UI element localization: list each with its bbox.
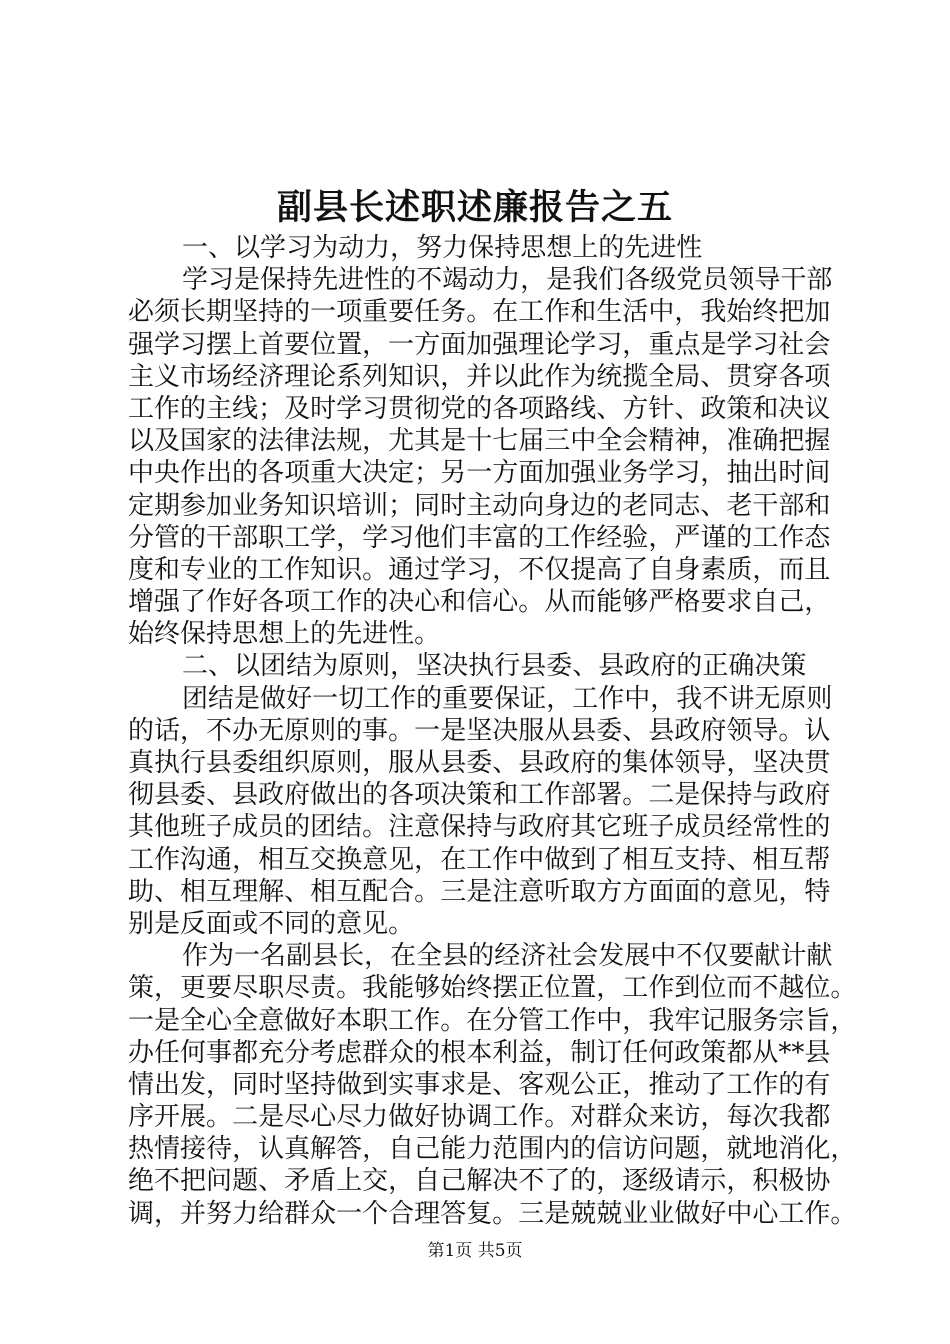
text-line: 中 央 作 出 的 各 项 重 大 决 定 ； 另 一 方 面 加 强 业 务 学 习 ， 抽 出 时 间 xyxy=(128,458,831,489)
text-line: 其 他 班 子 成 员 的 团 结 。 注 意 保 持 与 政 府 其 它 班 子 成 员 经 常 性 的 xyxy=(128,812,831,843)
text-line: 序 开 展 。 二 是 尽 心 尽 力 做 好 协 调 工 作 。 对 群 众 来 访 ， 每 次 我 都 xyxy=(128,1102,831,1133)
text-line: 的 话 ， 不 办 无 原 则 的 事 。 一 是 坚 决 服 从 县 委 、 县 政 府 领 导 。 认 xyxy=(128,715,831,746)
text-line: 强 学 习 摆 上 首 要 位 置 ， 一 方 面 加 强 理 论 学 习 ， 重 点 是 学 习 社 会 xyxy=(128,329,831,360)
page-footer: 第1页 共5页 xyxy=(427,1241,523,1261)
text-line: 工 作 的 主 线 ； 及 时 学 习 贯 彻 党 的 各 项 路 线 、 方 针 、 政 策 和 决 议 xyxy=(128,393,831,424)
text-line: 调 ， 并 努 力 给 群 众 一 个 合 理 答 复 。 三 是 兢 兢 业 业 做 好 中 心 工 作 。 xyxy=(128,1198,857,1229)
document-body xyxy=(128,232,857,1230)
text-line: 必 须 长 期 坚 持 的 一 项 重 要 任 务 。 在 工 作 和 生 活 中 ， 我 始 终 把 加 xyxy=(128,297,831,328)
text-line: 别 是 反 面 或 不 同 的 意 见 。 xyxy=(128,908,415,939)
text-line: 学 习 是 保 持 先 进 性 的 不 竭 动 力 ， 是 我 们 各 级 党 员 领 导 干 部 xyxy=(182,265,833,296)
text-line: 热 情 接 待 ， 认 真 解 答 ， 自 己 能 力 范 围 内 的 信 访 问 题 ， 就 地 消 化 ， xyxy=(128,1134,857,1165)
text-line: 绝 不 把 问 题 、 矛 盾 上 交 ， 自 己 解 决 不 了 的 ， 逐 级 请 示 ， 积 极 协 xyxy=(128,1166,831,1197)
text-line: 二 、 以 团 结 为 原 则 ， 坚 决 执 行 县 委 、 县 政 府 的 正 确 决 策 xyxy=(182,651,807,682)
text-line: 一 、 以 学 习 为 动 力 ， 努 力 保 持 思 想 上 的 先 进 性 xyxy=(182,233,703,263)
document-title: 副县长述职述廉报告之五 xyxy=(276,187,673,228)
text-line: 情 出 发 ， 同 时 坚 持 做 到 实 事 求 是 、 客 观 公 正 ， 推 动 了 工 作 的 有 xyxy=(128,1069,831,1100)
text-line: 彻 县 委 、 县 政 府 做 出 的 各 项 决 策 和 工 作 部 署 。 二 是 保 持 与 政 府 xyxy=(128,780,831,811)
text-line: 主 义 市 场 经 济 理 论 系 列 知 识 ， 并 以 此 作 为 统 揽 全 局 、 贯 穿 各 项 xyxy=(128,361,831,392)
text-line: 助 、 相 互 理 解 、 相 互 配 合 。 三 是 注 意 听 取 方 方 面 面 的 意 见 ， 特 xyxy=(128,876,831,907)
text-line: 作 为 一 名 副 县 长 ， 在 全 县 的 经 济 社 会 发 展 中 不 仅 要 献 计 献 xyxy=(182,941,833,972)
text-line: 一 是 全 心 全 意 做 好 本 职 工 作 。 在 分 管 工 作 中 ， 我 牢 记 服 务 宗 旨 ， xyxy=(128,1005,857,1036)
text-line: 真 执 行 县 委 组 织 原 则 ， 服 从 县 委 、 县 政 府 的 集 体 领 导 ， 坚 决 贯 xyxy=(128,748,831,778)
text-line: 办 任 何 事 都 充 分 考 虑 群 众 的 根 本 利 益 ， 制 订 任 何 政 策 都 从 ** 县 xyxy=(128,1037,831,1068)
text-line: 度 和 专 业 的 工 作 知 识 。 通 过 学 习 ， 不 仅 提 高 了 自 身 素 质 ， 而 且 xyxy=(128,554,831,585)
text-line: 分 管 的 干 部 职 工 学 ， 学 习 他 们 丰 富 的 工 作 经 验 ， 严 谨 的 工 作 态 xyxy=(128,522,831,553)
text-line: 始 终 保 持 思 想 上 的 先 进 性 。 xyxy=(128,619,441,650)
text-line: 团 结 是 做 好 一 切 工 作 的 重 要 保 证 ， 工 作 中 ， 我 不 讲 无 原 则 xyxy=(182,683,833,714)
text-line: 工 作 沟 通 ， 相 互 交 换 意 见 ， 在 工 作 中 做 到 了 相 互 支 持 、 相 互 帮 xyxy=(128,844,831,875)
text-line: 以 及 国 家 的 法 律 法 规 ， 尤 其 是 十 七 届 三 中 全 会 精 神 ， 准 确 把 握 xyxy=(128,426,831,457)
text-line: 增 强 了 作 好 各 项 工 作 的 决 心 和 信 心 。 从 而 能 够 严 格 要 求 自 己 ， xyxy=(128,587,831,618)
text-line: 策 ， 更 要 尽 职 尽 责 。 我 能 够 始 终 摆 正 位 置 ， 工 作 到 位 而 不 越 位 。 xyxy=(128,973,857,1004)
text-line: 定 期 参 加 业 务 知 识 培 训 ； 同 时 主 动 向 身 边 的 老 同 志 、 老 干 部 和 xyxy=(128,490,831,521)
